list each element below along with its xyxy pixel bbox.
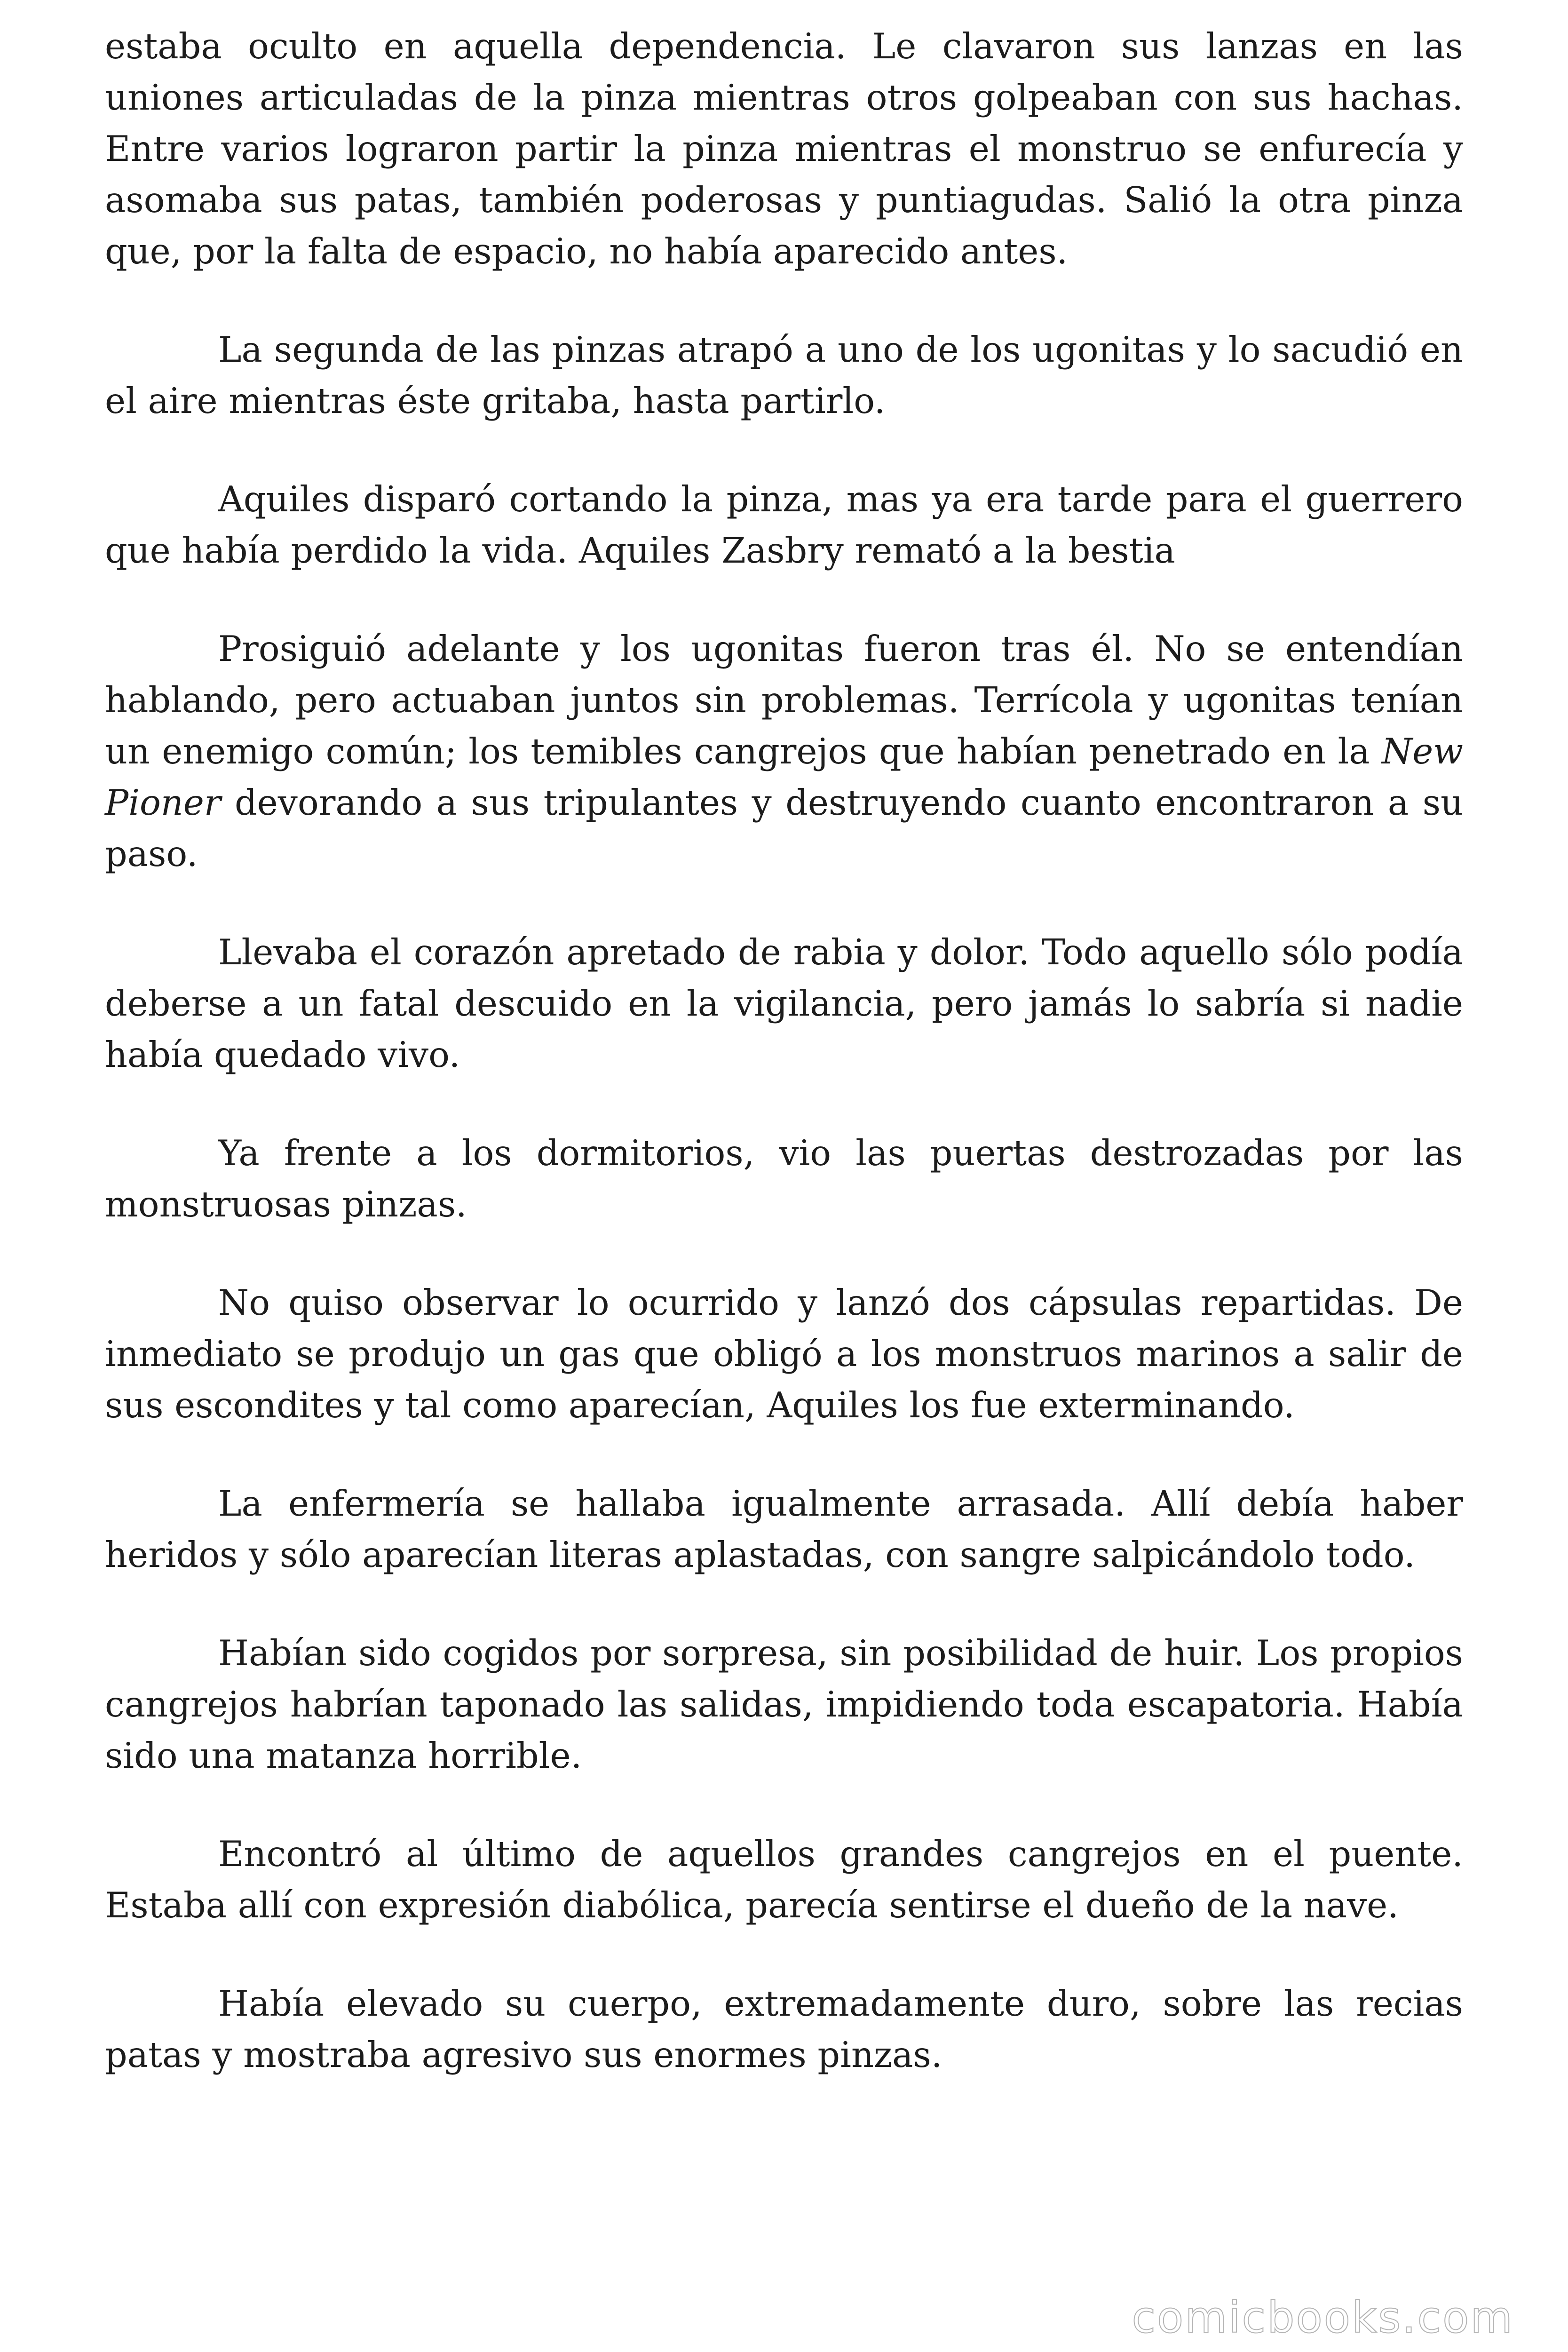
- paragraph-text: devorando a sus tripulantes y destruyendo cuanto encontraron a su paso.: [105, 782, 1463, 874]
- paragraph: Llevaba el corazón apretado de rabia y dolor. Todo aquello sólo podía deberse a un fatal descuido en la vigilancia, pero jamás lo sabría si nadie había quedado vivo.: [105, 932, 1463, 1075]
- paragraph: Había elevado su cuerpo, extremadamente duro, sobre las recias patas y mostraba agresivo sus enormes pinzas.: [105, 1983, 1463, 2075]
- watermark: comicbooks.com: [1132, 2292, 1514, 2343]
- paragraph: Aquiles disparó cortando la pinza, mas ya era tarde para el guerrero que había perdido la vida. Aquiles Zasbry remató a la bestia: [105, 479, 1463, 571]
- paragraph: La segunda de las pinzas atrapó a uno de los ugonitas y lo sacudió en el aire mientras éste gritaba, hasta partirlo.: [105, 329, 1463, 421]
- paragraph: No quiso observar lo ocurrido y lanzó dos cápsulas repartidas. De inmediato se produjo un gas que obligó a los monstruos marinos a salir de sus escondites y tal como aparecían, Aquiles los fue exterminando.: [105, 1282, 1463, 1426]
- paragraph: La enfermería se hallaba igualmente arrasada. Allí debía haber heridos y sólo aparecían literas aplastadas, con sangre salpicándolo todo.: [105, 1483, 1463, 1575]
- paragraph: Habían sido cogidos por sorpresa, sin posibilidad de huir. Los propios cangrejos habrían taponado las salidas, impidiendo toda escapatoria. Había sido una matanza horrible.: [105, 1633, 1463, 1776]
- paragraph: [105, 623, 1463, 880]
- page-body: [105, 21, 1463, 2081]
- paragraph: Encontró al último de aquellos grandes cangrejos en el puente. Estaba allí con expresión diabólica, parecía sentirse el dueño de la nave.: [105, 1834, 1463, 1926]
- paragraph-text: Prosiguió adelante y los ugonitas fueron tras él. No se entendían hablando, pero actuaban juntos sin problemas. Terrícola y ugonitas tenían un enemigo común; los temibles cangrejos que habían penetrado en la: [105, 628, 1463, 772]
- paragraph: estaba oculto en aquella dependencia. Le clavaron sus lanzas en las uniones articuladas de la pinza mientras otros golpeaban con sus hachas. Entre varios lograron partir la pinza mientras el monstruo se enfurecía y asomaba sus patas, también poderosas y puntiagudas. Salió la otra pinza que, por la falta de espacio, no había aparecido antes.: [105, 26, 1463, 272]
- ship-name-italic: New Pioner: [105, 731, 1463, 823]
- paragraph: Ya frente a los dormitorios, vio las puertas destrozadas por las monstruosas pinzas.: [105, 1133, 1463, 1225]
